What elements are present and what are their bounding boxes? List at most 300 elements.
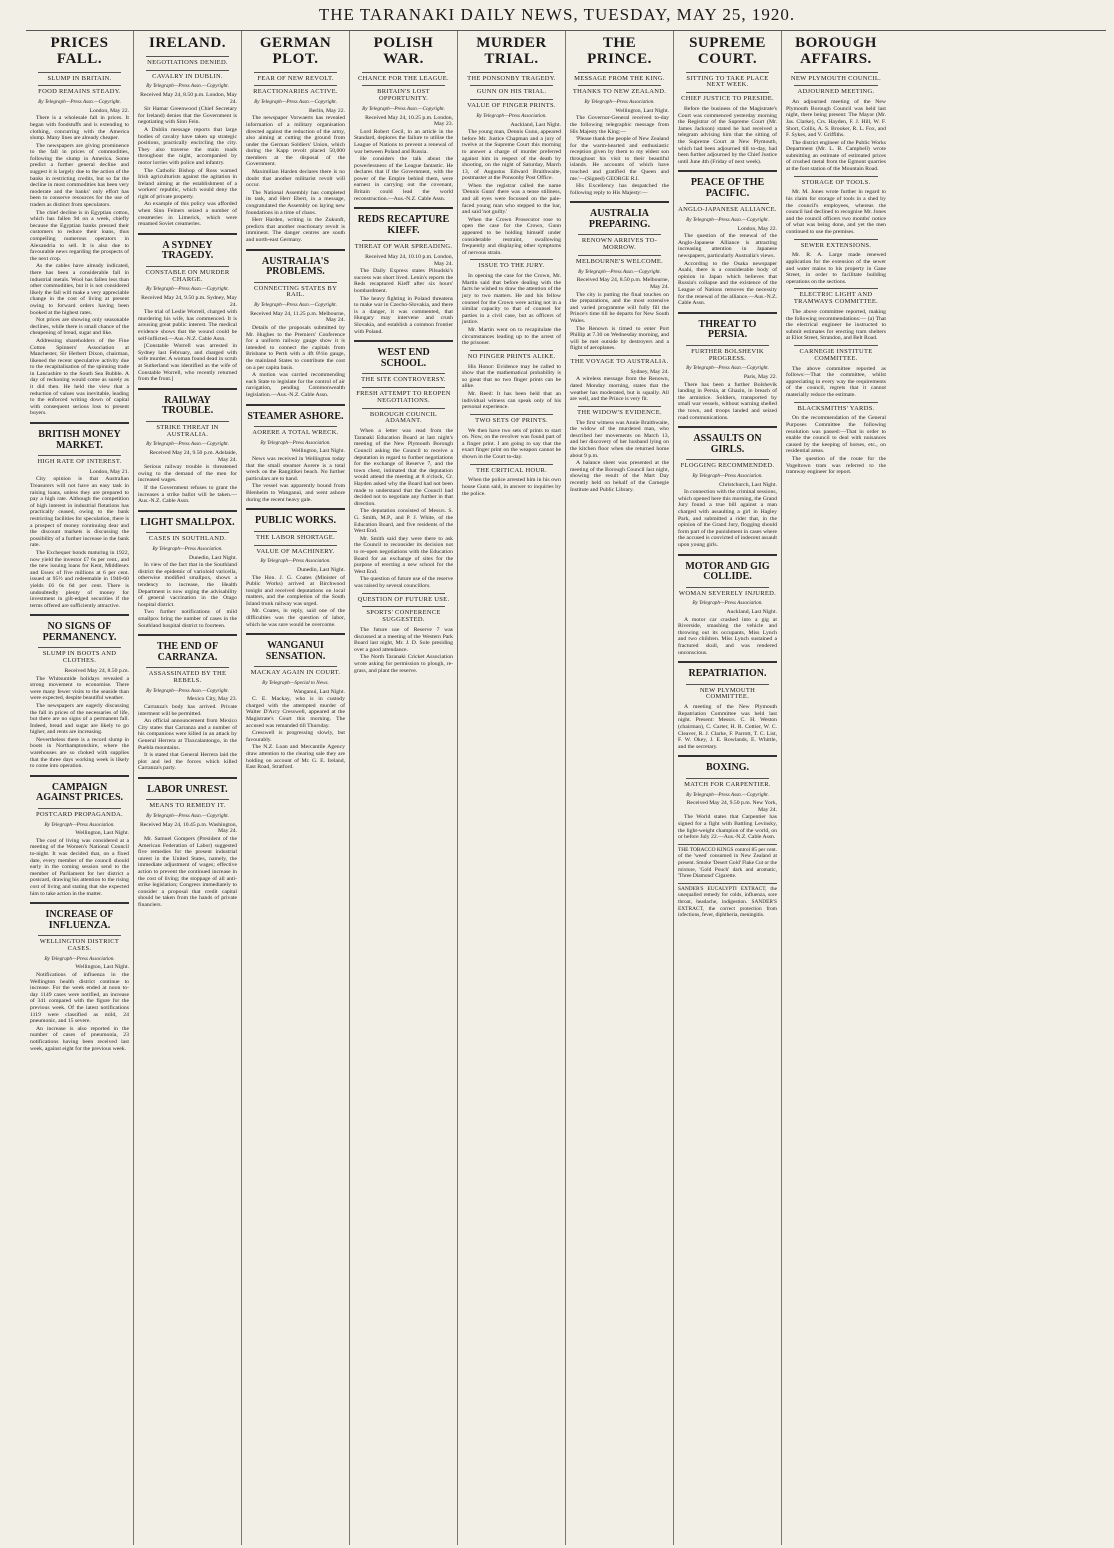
dateline: Auckland, Last Night. <box>510 121 561 128</box>
article <box>786 288 886 342</box>
article <box>678 661 777 750</box>
article-divider <box>678 661 777 663</box>
byline: By Telegraph—Press Assn.—Copyright. <box>254 99 337 106</box>
subhead-rule <box>362 408 445 409</box>
subhead-rule <box>470 464 553 465</box>
paragraph: Mr. Reed: It has been held that an individual witness can speak only of his personal experience. <box>462 390 561 411</box>
subheadline: RENOWN ARRIVES TO-MORROW. <box>581 237 658 252</box>
paragraph: The question of the renewal of the Anglo-Japanese Alliance is attracting increasing attention in Japanese newspapers, particularly Australia's views. <box>678 233 777 260</box>
paragraph: When the police arrested him in his own house Gunn said, in answer to inquiries by the police. <box>462 477 561 497</box>
subhead-rule <box>362 593 445 594</box>
article <box>786 239 886 286</box>
subheadline: BRITAIN'S LOST OPPORTUNITY. <box>377 88 430 103</box>
article <box>462 350 561 411</box>
paragraph: A meeting of the New Plymouth Repatriation Committee was held last night. Present: Messrs. C. H. Weston (chairman), C. Carter, H. R. Cottier, W. C. Cleaver, R. J. Clarke, F. Parrott, T. C. List, F. W. Okey, J. E. Rowlands, E. Whittle, and the secretary. <box>678 704 777 750</box>
subheadline: FLOGGING RECOMMENDED. <box>680 462 775 470</box>
subheadline: ANGLO-JAPANESE ALLIANCE. <box>678 206 777 214</box>
dateline: Received May 24, 8.50 p.m. Melbourne, May 24. <box>576 277 669 291</box>
headline: BOXING. <box>705 762 750 774</box>
article <box>678 755 777 840</box>
subhead-rule <box>254 531 337 532</box>
headline: AUSTRALIA PREPARING. <box>588 208 651 230</box>
subheadline: QUESTION OF FUTURE USE. <box>357 595 450 603</box>
subheadline: FRESH ATTEMPT TO REOPEN NEGOTIATIONS. <box>356 390 451 404</box>
subhead-rule <box>362 240 445 241</box>
dateline: Wellington, Last Night. <box>75 964 129 971</box>
subhead-rule <box>38 72 121 73</box>
dateline: Received May 24, 10.25 p.m. London, May 23. <box>365 114 453 128</box>
byline: By Telegraph—Press Association. <box>260 558 331 565</box>
article <box>30 422 129 609</box>
paragraph: The heavy fighting in Poland threatens to make war in Czecho-Slovakia, and there is a danger, it was commented, that Hungary may intervene and crush Slovakia, and establish a common frontier with Poland. <box>354 295 453 335</box>
subheadline: HIGH RATE OF INTEREST. <box>37 458 122 466</box>
paragraph: The first witness was Annie Braithwaite, the widow of the murdered man, who described her movements on March 13, and her discovery of her husband lying on the kitchen floor when she returned home about 9 p.m. <box>570 419 669 459</box>
paragraph: The newspapers are eagerly discussing the fall in prices of the necessaries of life, but there are no signs of a permanent fall. Indeed, bread and sugar are likely to go higher, and rents are increasing. <box>30 702 129 736</box>
headline: SUPREME COURT. <box>689 35 766 67</box>
masthead: THE TARANAKI DAILY NEWS, TUESDAY, MAY 25, 1920. <box>318 5 796 24</box>
column-3 <box>242 31 350 1545</box>
byline: By Telegraph—Press Association. <box>692 600 763 607</box>
subhead-rule <box>686 459 769 460</box>
dateline: Received May 24, 11.25 p.m. Melbourne, May 24. <box>250 310 345 324</box>
paragraph: An official announcement from Mexico City states that Carranza and a number of his companions were killed in an attack by General Herrera at Tlaxcalantongo, in the Puebla mountains. <box>138 718 237 751</box>
advertisement: THE TOBACCO KINGS control 85 per cent. of the 'weed' consumed in New Zealand at present. Smoke 'Desert Gold' Flake Cut or the mixture, 'Gold Pouch' dark and aromatic, 'Three Diamond' Cigarette. <box>678 844 777 880</box>
byline: By Telegraph—Press Assn.—Copyright. <box>686 791 769 798</box>
article-divider <box>354 340 453 342</box>
article <box>354 36 453 202</box>
headline: CAMPAIGN AGAINST PRICES. <box>35 781 124 804</box>
paragraph: The chief decline is in Egyptian cotton, which has fallen 9d on a week, chiefly because the Egyptian banks pressed their customers to reduce their loans, thus compelling numerous operators in Alexandria to sell. It is also due to favourable news regarding the prospects of the next crop. <box>30 209 129 262</box>
byline: By Telegraph—Special to News. <box>262 680 329 687</box>
headline: A SYDNEY TRAGEDY. <box>161 239 214 262</box>
article-divider <box>678 426 777 428</box>
subhead-rule <box>578 406 661 407</box>
article <box>30 36 129 417</box>
article-divider <box>678 755 777 757</box>
paragraph: In view of the fact that in the Southland district the epidemic of varioloid varicella, otherwise modified smallpox, shows a tendency to increase, the Health Department is now urging the advisability of general vaccination in the Otago hospital district. <box>138 562 237 608</box>
paragraph: When the Crown Prosecutor rose to open the case for the Crown, Gunn appeared to be holding himself under considerable restraint, swallowing frequently and displaying other symptoms of nervous strain. <box>462 216 561 256</box>
subhead-rule <box>146 70 229 71</box>
paragraph: A balance sheet was presented at the meeting of the Borough Council last night, showing the result of the Mart Day recently held on behalf of the Carnegie Institute and Public Library. <box>570 460 669 493</box>
paragraph: Cresswell is progressing slowly, but favourably. <box>246 730 345 743</box>
article <box>246 633 345 771</box>
article <box>30 902 129 1052</box>
paragraph: Sir Hamar Greenwood (Chief Secretary for Ireland) denies that the Government is negotiating with Sinn Fein. <box>138 106 237 126</box>
subheadline: FURTHER BOLSHEVIK PROGRESS. <box>691 347 764 362</box>
paragraph: Details of the proposals submitted by Mr. Hughes to the Premiers' Conference for a uniform railway gauge show it is intended to connect the capitals from Brisbane to Perth with a 4ft 8½in gauge, the mainland States to contribute the cost on a per capita basis. <box>246 325 345 371</box>
byline: By Telegraph—Press Association. <box>476 112 547 119</box>
headline: REPATRIATION. <box>688 668 767 680</box>
subhead-rule <box>470 350 553 351</box>
paragraph: The Daily Express states Pilsudski's success was short lived. Lenin's reports the Reds recaptured Kieff after six hours' bombardment. <box>354 268 453 295</box>
article <box>570 406 669 493</box>
article <box>354 207 453 335</box>
subhead-rule <box>686 684 769 685</box>
article <box>570 201 669 352</box>
byline: By Telegraph—Press Assn.—Copyright. <box>578 268 661 275</box>
article-divider <box>570 201 669 203</box>
paragraph: News was received in Wellington today that the small steamer Aorere is a total wreck on the Rangitikei beach. No further particulars are to hand. <box>246 456 345 482</box>
paragraph: Nevertheless there is a record slump in boots in Northamptonshire, where the warehouses are so choked with supplies that the three days working week is likely to come into operation. <box>30 736 129 770</box>
subhead-rule <box>794 402 878 403</box>
article-divider <box>138 510 237 512</box>
headline: INCREASE OF INFLUENZA. <box>45 909 114 931</box>
subheadline: GUNN ON HIS TRIAL. <box>476 88 547 96</box>
article <box>678 170 777 307</box>
paragraph: If the Government refuses to grant the increases a strike ballot will be taken.—Aus.-N.Z. Cable Assn. <box>138 484 237 505</box>
byline: By Telegraph—Press Assn.—Copyright. <box>254 302 337 309</box>
paragraph: Mr. M. Jones wrote further in regard to his claim for storage of tools in a shed by the council's employees, whereas the council had declined to recognise Mr. Jones and the council officers two months' notice of what was being done, and yet the men continued to use the premises. <box>786 189 886 236</box>
headline: BOROUGH AFFAIRS. <box>795 35 877 67</box>
subhead-rule <box>686 778 769 779</box>
subheadline: WOMAN SEVERELY INJURED. <box>678 589 777 597</box>
paragraph: Lord Robert Cecil, in an article in the Standard, deplores the failure to utilise the League of Nations to prevent a renewal of war between Poland and Russia. <box>354 128 453 155</box>
subhead-rule <box>362 85 445 86</box>
headline: IRELAND. <box>149 35 226 51</box>
subhead-rule <box>470 259 553 260</box>
article <box>138 36 237 228</box>
subhead-rule <box>146 266 229 267</box>
dateline: Received May 24, 10.45 p.m. Washington, May 24. <box>139 821 237 835</box>
column-1 <box>26 31 134 1545</box>
subhead-rule <box>254 282 337 283</box>
byline: By Telegraph—Press Assn.—Copyright. <box>38 99 121 106</box>
subhead-rule <box>146 532 229 533</box>
subhead-rule <box>146 56 229 57</box>
article <box>570 36 669 196</box>
paragraph: The World states that Carpentier has signed for a fight with Battling Levinsky, the light-weight champion of the world, on or before July 22.—Aus.-N.Z. Cable Assn. <box>678 814 777 841</box>
subheadline: THE WIDOW'S EVIDENCE. <box>577 408 662 416</box>
paragraph: His Excellency has despatched the following reply to His Majesty:— <box>570 183 669 196</box>
article <box>678 554 777 657</box>
subheadline: AORERE A TOTAL WRECK. <box>252 429 339 437</box>
subhead-rule <box>578 234 661 235</box>
paragraph: An adjourned meeting of the New Plymouth Borough Council was held last night, there being present: The Mayor (Mr. Jas. Clarke), Crs. Hayden, F. J. Hill, W. F. Short, Collis, A. S. Brooker, R. L. Fox, and F. Sykes, and V. Griffiths. <box>786 99 886 139</box>
article <box>138 233 237 383</box>
byline: By Telegraph—Press Assn.—Copyright. <box>686 365 769 372</box>
paragraph: The deputation consisted of Messrs. S. G. Smith, M.P., and P. J. White, of the Education Board, and five residents of the West End. <box>354 508 453 535</box>
byline: By Telegraph—Press Association. <box>584 99 655 106</box>
subheadline: THANKS TO NEW ZEALAND. <box>572 88 667 96</box>
subhead-rule <box>254 426 337 427</box>
subheadline: STORAGE OF TOOLS. <box>801 178 871 186</box>
subhead-rule <box>146 799 229 800</box>
paragraph: It is stated that General Herrera laid the plot and led the forces which killed Carranza's party. <box>138 752 237 772</box>
paragraph: Carranza's body has arrived. Private interment will be permitted. <box>138 704 237 717</box>
dateline: Wellington, Last Night. <box>75 830 129 837</box>
subhead-rule <box>794 239 878 240</box>
article-divider <box>246 508 345 510</box>
subhead-rule <box>470 414 553 415</box>
byline: By Telegraph—Press Association. <box>152 546 223 553</box>
article-divider <box>354 207 453 209</box>
column-5 <box>458 31 566 1545</box>
subhead-rule <box>470 72 553 73</box>
subheadline: WELLINGTON DISTRICT CASES. <box>39 938 120 952</box>
byline: By Telegraph—Press Assn.—Copyright. <box>146 83 229 90</box>
dateline: Received May 24, 9.50 p.m. New York, May 24. <box>686 800 777 813</box>
subheadline: ADJOURNED MEETING. <box>797 88 875 96</box>
paragraph: C. E. Mackay, who is in custody charged with the attempted murder of Walter D'Arcy Cresswell, appeared at the Magistrate's Court this morning. The accused was remanded till Thursday. <box>246 696 345 729</box>
dateline: Wellington, Last Night. <box>291 448 345 455</box>
article <box>462 36 561 256</box>
subheadline: NO FINGER PRINTS ALIKE. <box>467 352 556 360</box>
paragraph: Herr Harden, writing in the Zukunft, predicts that another reactionary revolt is imminent. The danger centres are south and north-east Germany. <box>246 217 345 243</box>
newspaper-page <box>26 30 1106 1545</box>
paragraph: Two further notifications of mild smallpox bring the number of cases in the Southland hospital district to fourteen. <box>138 609 237 629</box>
paragraph: Mr. Smith said they were there to ask the Council to reconsider its decision not to re-open negotiations with the Education Board for an exchange of sites for the purpose of erecting a new school for the West End. <box>354 535 453 575</box>
paragraph: The Catholic Bishop of Ross warned Irish agriculturists against the agitation in Ireland aiming at the establishment of a workers' republic, which would deny the right of private property. <box>138 167 237 200</box>
dateline: London, May 21. <box>89 468 129 475</box>
subhead-rule <box>686 72 769 73</box>
dateline: Berlin, May 22. <box>308 107 345 114</box>
subhead-rule <box>146 667 229 668</box>
subheadline: CASES IN SOUTHLAND. <box>148 535 227 543</box>
article <box>354 340 453 589</box>
dateline: Christchurch, Last Night. <box>719 481 777 488</box>
subheadline: CONNECTING STATES BY RAIL. <box>253 284 338 299</box>
subhead-rule <box>38 808 121 809</box>
article-divider <box>246 249 345 251</box>
subhead-rule <box>146 421 229 422</box>
article-divider <box>138 388 237 390</box>
subheadline: NEGOTIATIONS DENIED. <box>147 58 228 66</box>
column-4 <box>350 31 458 1545</box>
dateline: Auckland, Last Night. <box>726 608 777 615</box>
article <box>462 259 561 346</box>
article <box>462 464 561 498</box>
subhead-rule <box>578 72 661 73</box>
article <box>30 775 129 897</box>
article <box>30 614 129 770</box>
paragraph: The North Taranaki Cricket Association wrote asking for permission to plough, re-grass, and plant the reserve. <box>354 654 453 674</box>
dateline: Received May 24, 8.50 p.m. <box>64 667 129 674</box>
headline: PRICES FALL. <box>50 35 109 67</box>
subhead-rule <box>38 647 121 648</box>
paragraph: Not prices are showing only seasonable declines, while there is small chance of the cheapening of bread, sugar and like. <box>30 317 129 337</box>
subheadline: BLACKSMITHS' YARDS. <box>797 404 875 412</box>
article <box>138 777 237 909</box>
headline: LIGHT SMALLPOX. <box>140 516 235 528</box>
paragraph: The newspaper Vorwaerts has revealed information of a military organisation directed against the reduction of the army, also aiming at cutting the ground from under the German Soldiers' Union, which during the Kapp revolt placed 50,000 members at the disposal of the Government. <box>246 115 345 168</box>
dateline: Received May 24, 8.50 p.m. London, May 24. <box>140 91 237 105</box>
paragraph: There has been a further Bolshevik landing in Persia, at Ghazin, in breach of the armistice. Soldiers, transported by small war vessels, without warning shelled the town, and troops landed and seized road communications. <box>678 381 777 421</box>
subhead-rule <box>254 85 337 86</box>
dateline: London, May 22. <box>89 107 129 114</box>
subhead-rule <box>794 72 878 73</box>
paragraph: A motion was carried recommending each State to legislate for the control of air navigation, pending Commonwealth legislation.—Aus.-N.Z. Cable Assn. <box>246 372 345 398</box>
article <box>246 508 345 628</box>
paragraph: Maximilian Harden declares there is no doubt that another militarist revolt will occur. <box>246 169 345 189</box>
subhead-rule <box>362 387 445 388</box>
byline: By Telegraph—Press Assn.—Copyright. <box>146 286 229 293</box>
headline: PEACE OF THE PACIFIC. <box>690 177 765 199</box>
subheadline: CARNEGIE INSTITUTE COMMITTEE. <box>799 348 873 362</box>
article-divider <box>30 775 129 777</box>
article <box>786 402 886 476</box>
paragraph: A wireless message from the Renown, dated Monday morning, states that the weather has moderated, but is squally. All are well, and the Prince is very fit. <box>570 376 669 403</box>
paragraph: The vessel was apparently bound from Blenheim to Wanganui, and went ashore during the recent heavy gale. <box>246 483 345 503</box>
paragraph: A Dublin message reports that large bodies of cavalry have taken up strategic positions, practically encircling the city. They also traverse the main roads throughout the night, accompanied by motor lorries with police and infantry. <box>138 126 237 166</box>
subheadline: REACTIONARIES ACTIVE. <box>253 88 338 96</box>
headline: GERMAN PLOT. <box>259 35 332 67</box>
paragraph: The above committee reported, making the following recommendations:— (a) That the electrical engineer be instructed to submit estimates for erecting tram shelters at Eliot Street, Strandon, and Belt Road. <box>786 309 886 342</box>
paragraph: As the cables have already indicated, there has been a considerable fall in industrial metals. Wool has fallen less than other commodities, but it is not considered likely the fall will make a very appreciable change in the cost of living at present owing to forward orders having been booked at the highest rates. <box>30 263 129 316</box>
dateline: Received May 24, 10.10 p.m. London, May 24. <box>365 254 453 267</box>
article <box>354 593 453 675</box>
subhead-rule <box>578 355 661 356</box>
paragraph: The Renown is timed to enter Port Phillip at 7.30 on Wednesday morning, and will be met outside by destroyers and a flight of aeroplanes. <box>570 325 669 352</box>
subhead-rule <box>362 606 445 607</box>
paragraph: City opinion is that Australian Treasurers will not have an easy task in raising loans, unless they are prepared to pay a high rate. Although the competition of high interest in industrial flotations has practically ceased, owing to the bank restricting facilities for speculation, there is a prospect of money continuing dear and the discount markets is discussing the possibility of a further increase in the bank rate. <box>30 476 129 549</box>
byline: By Telegraph—Press Assn.—Copyright. <box>146 813 229 820</box>
article <box>786 36 886 173</box>
dateline: Dunedin, Last Night. <box>296 566 345 573</box>
article-divider <box>30 614 129 616</box>
subhead-rule <box>794 176 878 177</box>
advertisement: SANDER'S EUCALYPTI EXTRACT, the unequalled remedy for colds, influenza, sore throat, headache, indigestion. SANDER'S EXTRACT, the correct protection from infections, fever, diphtheria, meningitis. <box>678 883 777 919</box>
subhead-rule <box>686 345 769 346</box>
subheadline: MESSAGE FROM THE KING. <box>574 74 665 82</box>
subhead-rule <box>362 373 445 374</box>
paragraph: A motor car crashed into a gig at Riverside, smashing the vehicle and throwing out its occupants, Miss Lynch and two children. Miss Lynch sustained a fractured skull, and was rendered unconscious. <box>678 616 777 656</box>
headline: POLISH WAR. <box>373 35 434 67</box>
subhead-rule <box>38 85 121 86</box>
subheadline: THE LABOR SHORTAGE. <box>256 533 335 541</box>
paragraph: The newspapers are giving prominence to the fall in prices of commodities, following the slump in America. Some predict a further general decline and suggest it is largely due to the action of the banks in restricting credits, but so far the decline in most commodities has been very moderate and the banks' only effort has been to conserve resources for the use of traders as distinct from speculators. <box>30 142 129 209</box>
dateline: Received May 24, 9.50 p.m. Sydney, May 24. <box>141 295 237 308</box>
paragraph: When the registrar called the name 'Dennis Gunn' there was a tense stillness, and all eyes were focussed on the pale-faced young man who stepped to the bar, and said 'not guilty.' <box>462 182 561 216</box>
paragraph: There is a wholesale fall in prices. It began with foodstuffs and is extending to clothing, concurring with the America slump. Many lines are already cheaper. <box>30 115 129 142</box>
paragraph: The question of the route for the Vogeltown tram was referred to the tramway engineer for report. <box>786 455 886 476</box>
paragraph: Mr. Coates, in reply, said one of the difficulties was the question of labor, which he was sure would be overcome. <box>246 608 345 628</box>
subheadline: CAVALRY IN DUBLIN. <box>152 72 223 80</box>
paragraph: His Honor: Evidence may be called to show that the mathematical probability is so great that no two finger prints can be alike. <box>462 363 561 390</box>
paragraph: The Whitsuntide holidays revealed a strong movement to economise. There were many fewer visits to the seaside than were expected, despite beautiful weather. <box>30 675 129 702</box>
paragraph: Mr. Samuel Gompers (President of the American Federation of Labor) suggested five remedies for the present industrial unrest in the United States, namely, the immediate adjustment of wages; effective action to prevent the continued increase in the cost of living; the stoppage of all anti-strike legislation; Congress immediately to consider a proposal that credit capital should be taken from the hands of private financiers. <box>138 836 237 908</box>
article <box>138 388 237 505</box>
dateline: Paris, May 22. <box>743 374 777 381</box>
article-divider <box>246 404 345 406</box>
paragraph: The National Assembly has completed its task, and Herr Ebert, in a message, congratulated the Assembly on laying new foundations in a time of chaos. <box>246 189 345 216</box>
subheadline: TWO SETS OF PRINTS. <box>475 416 548 424</box>
subhead-rule <box>794 288 878 289</box>
subheadline: NEW PLYMOUTH COUNCIL. <box>790 74 882 82</box>
dateline: Mexico City, May 23. <box>186 696 237 703</box>
subheadline: POSTCARD PROPAGANDA. <box>35 810 124 818</box>
dateline: Sydney, May 24. <box>630 368 669 375</box>
paragraph: Serious railway trouble is threatened owing to the demand of the men for increased wages. <box>138 464 237 484</box>
subheadline: BOROUGH COUNCIL ADAMANT. <box>369 410 438 425</box>
paragraph: When a letter was read from the Taranaki Education Board at last night's meeting of the New Plymouth Borough Council asking the Council to receive a deputation in regard to further negotiations for the exchange of Reserve 7, and the town chest, intimated that the deputation would attend the meeting at 8 o'clock, Cr. Hayden asked why the Board had not been made to understand that the Council had decided not to negotiate any further in that direction. <box>354 428 453 507</box>
byline: By Telegraph—Press Assn.—Copyright. <box>686 217 769 224</box>
column-2 <box>134 31 242 1545</box>
paragraph: Mr. Martin went on to recapitulate the circumstances leading up to the arrest of the prisoner. <box>462 326 561 347</box>
subheadline: MEANS TO REMEDY IT. <box>149 802 226 810</box>
subheadline: VALUE OF FINGER PRINTS. <box>467 102 556 110</box>
headline: WANGANUI SENSATION. <box>265 640 326 662</box>
paragraph: We then have two sets of prints to start on. Now, on the revolver was found part of a finger print. I am going to say that the exact finger print on the weapon cannot be shown in the Court to-day. <box>462 427 561 460</box>
subheadline: SEWER EXTENSIONS. <box>800 241 872 249</box>
paragraph: The trial of Leslie Worrell, charged with murdering his wife, has commenced. It is arousing great public interest. The medical evidence shows that the wound could be self-inflicted.—Aus.-N.Z. Cable Assn. <box>138 309 237 342</box>
paragraph: He considers the talk about the powerlessness of the League fantastic. He declares that if the Government, with the power of the Empire behind them, were earnest in carrying out the covenant, Britain could lead the world reconstruction.—Aus.-N.Z. Cable Assn. <box>354 156 453 202</box>
headline: MOTOR AND GIG COLLIDE. <box>685 560 770 583</box>
headline: LABOR UNREST. <box>147 783 228 795</box>
subhead-rule <box>38 455 121 456</box>
subheadline: THE PONSONBY TRAGEDY. <box>467 74 556 82</box>
byline: By Telegraph—Press Assn.—Copyright. <box>362 105 445 112</box>
paragraph: The Exchequer bonds maturing in 1922, now yield the investor £7 6s per cent., and the new issuing loans for Kent, Middlesex and Essex of five millions at 6 per cent. issued at 95½ and redeemable in 1940-60 yields £6 6s 6d per cent. There is undoubtedly plenty of money for investment in gilt-edged securities if the terms offered are sufficiently attractive. <box>30 549 129 609</box>
headline: MURDER TRIAL. <box>476 35 547 67</box>
article <box>246 249 345 399</box>
paragraph: The young man, Dennis Gunn, appeared before Mr. Justice Chapman and a jury of twelve at the Supreme Court this morning to answer a charge of murder preferred against him in respect of the death by shooting, on the night of Saturday, March 13, of Augustus Edward Braithwaite, postmaster at the Ponsonby Post Office. <box>462 129 561 182</box>
paragraph: In opening the case for the Crown, Mr. Martin said that before dealing with the facts he wished to draw the attention of the jury to two matters. He and his fellow counsel for the Crown were acting not in a similar capacity to that of counsel for parties in a civil case, but as officers of justice. <box>462 273 561 326</box>
headline: THE PRINCE. <box>587 35 652 67</box>
subheadline: VALUE OF MACHINERY. <box>256 547 335 555</box>
article <box>678 426 777 548</box>
article <box>678 312 777 421</box>
subheadline: NEW PLYMOUTH COMMITTEE. <box>699 686 756 701</box>
article-divider <box>678 312 777 314</box>
headline: PUBLIC WORKS. <box>255 515 336 527</box>
subheadline: ELECTRIC LIGHT AND TRAMWAYS COMMITTEE. <box>793 291 879 306</box>
article <box>138 634 237 772</box>
column-7 <box>674 31 782 1545</box>
subhead-rule <box>254 72 337 73</box>
paragraph: The city is putting the final touches on the preparations, and the most extensive and varied programme will fully fill the Prince's time till he departs for New South Wales. <box>570 291 669 325</box>
subheadline: THREAT OF WAR SPREADING. <box>354 243 453 251</box>
paragraph: The question of future use of the reserve was raised by several councillors. <box>354 576 453 589</box>
paragraph: Notifications of influenza in the Wellington health district continue to increase. For the week ended at noon to-day 1149 cases were notified, an increase of 341 compared with the figure for the previous week. Of the latest notifications 1119 were classified as mild, 24 pneumonic, and 15 severe. <box>30 972 129 1025</box>
subheadline: CONSTABLE ON MURDER CHARGE. <box>145 268 230 283</box>
subheadline: ISSUE TO THE JURY. <box>478 262 545 270</box>
subhead-rule <box>686 203 769 204</box>
subhead-rule <box>686 92 769 93</box>
article <box>246 404 345 504</box>
paragraph: The Hon. J. G. Coates (Minister of Public Works) arrived at Birchwood tonight and received deputations on local matters, and the completion of the South Island trunk railway was urged. <box>246 574 345 607</box>
byline: By Telegraph—Press Association. <box>692 473 763 479</box>
subheadline: STRIKE THREAT IN AUSTRALIA. <box>156 423 219 438</box>
article-divider <box>246 633 345 635</box>
headline: WEST END SCHOOL. <box>377 347 430 369</box>
subheadline: ASSASSINATED BY THE REBELS. <box>148 670 227 684</box>
byline: By Telegraph—Press Assn.—Copyright. <box>146 687 229 694</box>
headline: THREAT TO PERSIA. <box>698 318 757 341</box>
paragraph: The Governor-General received to-day the following telegraphic message from His Majesty the King:— <box>570 115 669 135</box>
article <box>786 176 886 236</box>
subheadline: FOOD REMAINS STEADY. <box>38 88 121 96</box>
headline: AUSTRALIA'S PROBLEMS. <box>261 255 330 278</box>
subhead-rule <box>38 935 121 936</box>
subheadline: CHANCE FOR THE LEAGUE. <box>358 74 449 82</box>
subheadline: THE VOYAGE TO AUSTRALIA. <box>570 358 669 365</box>
article-divider <box>138 233 237 235</box>
dateline: Received May 24, 9.50 p.m. Adelaide, May 24. <box>149 450 237 463</box>
dateline: Wanganui, Last Night. <box>293 688 345 695</box>
headline: ASSAULTS ON GIRLS. <box>693 433 762 455</box>
subhead-rule <box>254 545 337 546</box>
paragraph: 'Please thank the people of New Zealand for the warm-hearted and enthusiastic reception given by them to my eldest son throughout his visit to their beautiful islands. He accounts of which have touched and gratified the Queen and me.'—(Signed) GEORGE R.I. <box>570 136 669 182</box>
subhead-rule <box>470 85 553 86</box>
paragraph: [Constable Worrell was arrested in Sydney last February, and charged with wife murder. A woman found dead in scrub at Sutherland was identified as the wife of Constable Worrell, who recently returned from the front.] <box>138 343 237 383</box>
headline: NO SIGNS OF PERMANENCY. <box>42 621 117 643</box>
article-divider <box>30 902 129 904</box>
byline: By Telegraph—Press Association. <box>260 439 331 446</box>
paragraph: The future use of Reserve 7 was discussed at a meeting of the Western Park Board last night, Mr. J. D. Sole presiding over a good attendance. <box>354 626 453 653</box>
article-divider <box>678 170 777 172</box>
headline: BRITISH MONEY MARKET. <box>38 429 121 451</box>
subheadline: MACKAY AGAIN IN COURT. <box>250 669 341 677</box>
